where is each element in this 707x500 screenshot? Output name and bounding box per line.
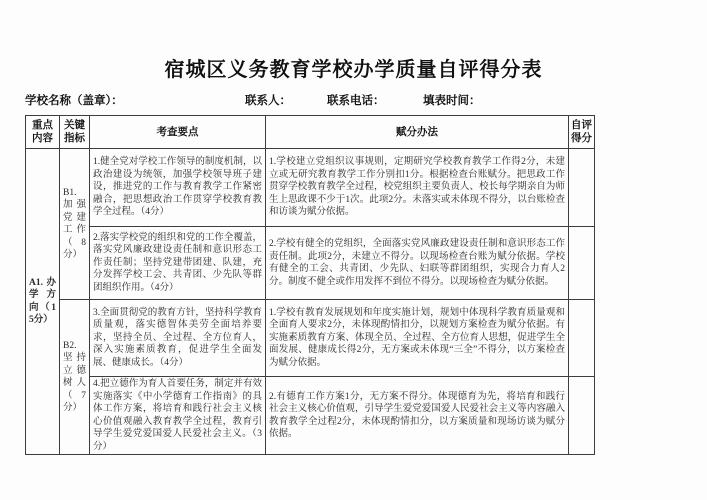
school-name-label: 学校名称（盖章）： bbox=[25, 95, 123, 107]
header-self-score: 自评得分 bbox=[569, 116, 595, 149]
cell-score-3 bbox=[569, 300, 595, 377]
cell-score-2 bbox=[569, 227, 595, 300]
cell-indicator-b1: B1. 加强党建工作（8分） bbox=[60, 149, 90, 300]
cell-method-4: 2.有德育工作方案1分，无方案不得分。体现德育为先，将培育和践行社会主义核心价值观，引导学生爱党爱国爱人民爱社会主义等内容融入教育教学全过程2分，未体现酌情扣分，以方案质量和现场访谈为赋分依据。 bbox=[266, 377, 569, 455]
header-inspection-points: 考查要点 bbox=[90, 116, 266, 149]
table-row bbox=[26, 300, 595, 377]
cell-point-1: 1.健全党对学校工作领导的制度机制，以政治建设为统领，加强学校领导班子建设，推进党的工作与教育教学工作紧密融合，把思想政治工作贯穿学校教育教学全过程。（4分） bbox=[90, 149, 266, 227]
cell-key-content-a1: A1.办学方向（15分） bbox=[26, 149, 60, 455]
header-key-content: 重点内容 bbox=[26, 116, 60, 149]
cell-score-4 bbox=[569, 377, 595, 455]
cell-point-2: 2.落实学校党的组织和党的工作全覆盖，落实党风廉政建设责任制和意识形态工作责任制；坚持党建带团建、队建，充分发挥学校工会、共青团、少先队等群团组织作用。（4分） bbox=[90, 227, 266, 300]
cell-method-1: 1.学校建立党组织议事规则，定期研究学校教育教学工作得2分，未建立或无研究教育教学工作分别扣1分。根据检查台账赋分。把思政工作贯穿学校教育教学全过程，校党组织主要负责人、校长每学期亲自为师生上思政课不少于1次。此项2分。未落实或未体现不得分，以台账检查和访谈为赋分依据。 bbox=[266, 149, 569, 227]
cell-point-4: 4.把立德作为育人首要任务，制定并有效实施落实《中小学德育工作指南》的具体工作方案，将培育和践行社会主义核心价值观融入教育教学全过程，教育引导学生爱党爱国爱人民爱社会主义。（3分） bbox=[90, 377, 266, 455]
fill-date-label: 填表时间： bbox=[423, 95, 481, 107]
cell-point-3: 3.全面贯彻党的教育方针，坚持科学教育质量观，落实德智体美劳全面培养要求，坚持全员、全过程、全方位育人，深入实施素质教育，促进学生全面发展、健康成长。（4分） bbox=[90, 300, 266, 377]
header-scoring-method: 赋分办法 bbox=[266, 116, 569, 149]
cell-method-3: 1.学校有教育发展规划和年度实施计划，规划中体现科学教育质量观和全面育人要求2分，未体现酌情扣分，以规划方案检查为赋分依据。有实施素质教育方案、体现全员、全过程、全方位育人思想，促进学生全面发展、健康成长得2分，无方案或未体现“三全”不得分，以方案检查为赋分依据。 bbox=[266, 300, 569, 377]
table-header-row bbox=[26, 116, 595, 149]
page-title: 宿城区义务教育学校办学质量自评得分表 bbox=[164, 59, 543, 81]
cell-score-1 bbox=[569, 149, 595, 227]
table-row bbox=[26, 149, 595, 227]
table-row bbox=[26, 377, 595, 455]
contact-person-label: 联系人： bbox=[245, 95, 291, 107]
contact-phone-label: 联系电话： bbox=[327, 95, 385, 107]
score-table bbox=[25, 115, 595, 455]
form-info-row bbox=[25, 92, 594, 108]
header-key-indicator: 关键指标 bbox=[60, 116, 90, 149]
cell-method-2: 2.学校有健全的党组织，全面落实党风廉政建设责任制和意识形态工作责任制。此项2分，未建立不得分。以现场检查台账为赋分依据。学校有健全的工会、共青团、少先队、妇联等群团组织，实现合力育人2分。制度不健全或作用发挥不到位不得分。以现场检查为赋分依据。 bbox=[266, 227, 569, 300]
cell-indicator-b2: B2. 坚持立德树人（7分） bbox=[60, 300, 90, 455]
table-row bbox=[26, 227, 595, 300]
